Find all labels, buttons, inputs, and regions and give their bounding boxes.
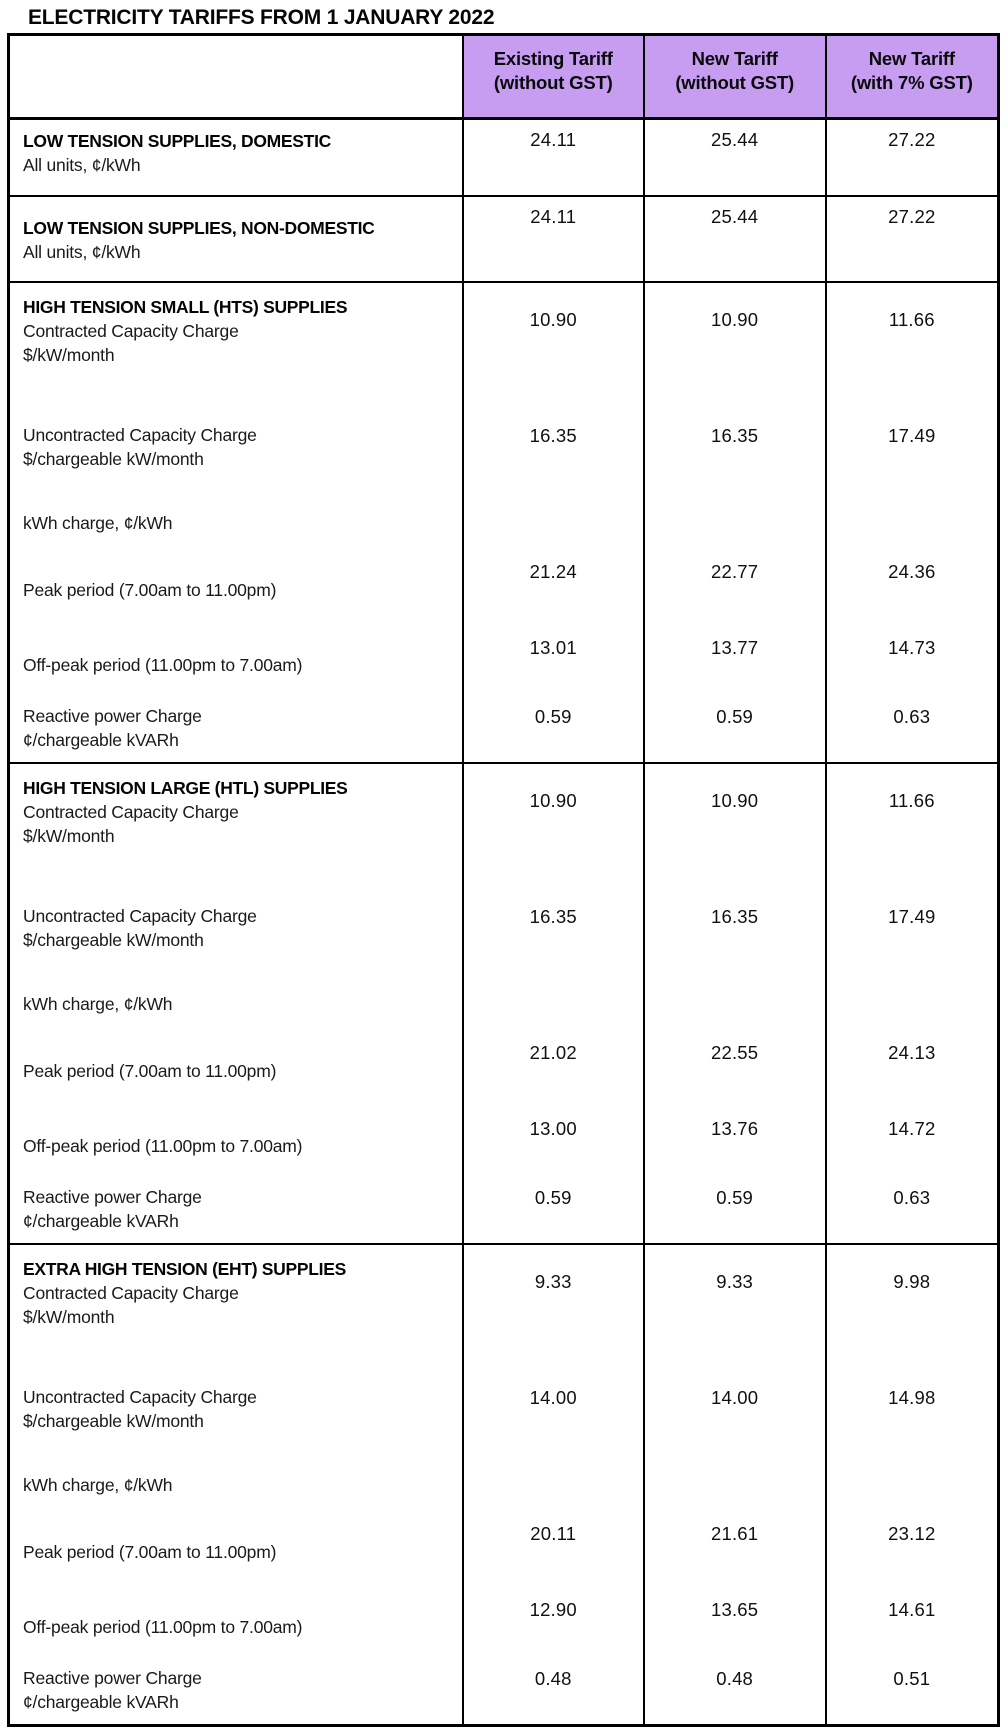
value-new-gst: 14.73	[826, 633, 999, 702]
row-label	[9, 1515, 463, 1595]
value-new-gst: 24.36	[826, 553, 999, 633]
value-existing: 24.11	[463, 196, 644, 282]
table-row-htl-peak	[9, 1034, 999, 1114]
header-line2: (without GST)	[675, 72, 794, 93]
value-new-gst	[826, 984, 999, 1034]
tariff-table	[7, 33, 1000, 1727]
value-new: 0.59	[644, 702, 826, 763]
value-existing	[463, 984, 644, 1034]
value-existing: 10.90	[463, 282, 644, 413]
value-new: 10.90	[644, 282, 826, 413]
table-row-eht-kwh-charge	[9, 1465, 999, 1515]
value-new: 21.61	[644, 1515, 826, 1595]
row-label	[9, 1114, 463, 1183]
label-line: Off-peak period (11.00pm to 7.00am)	[23, 655, 303, 675]
value-new-gst: 14.61	[826, 1595, 999, 1664]
value-existing: 13.00	[463, 1114, 644, 1183]
value-existing: 16.35	[463, 413, 644, 503]
label-line: $/kW/month	[23, 345, 115, 365]
label-line: $/chargeable kW/month	[23, 930, 204, 950]
value-new-gst: 14.98	[826, 1375, 999, 1465]
page-title: ELECTRICITY TARIFFS FROM 1 JANUARY 2022	[28, 6, 495, 29]
value-new	[644, 1465, 826, 1515]
value-existing	[463, 1465, 644, 1515]
header-line1: New Tariff	[691, 48, 778, 69]
value-new: 14.00	[644, 1375, 826, 1465]
label-line: kWh charge, ¢/kWh	[23, 994, 173, 1014]
label-line: Off-peak period (11.00pm to 7.00am)	[23, 1136, 303, 1156]
value-existing: 13.01	[463, 633, 644, 702]
table-row-eht-peak	[9, 1515, 999, 1595]
label-line: ¢/chargeable kVARh	[23, 730, 179, 750]
row-label	[9, 553, 463, 633]
value-existing	[463, 503, 644, 553]
row-label	[9, 702, 463, 763]
value-existing: 0.59	[463, 1183, 644, 1244]
row-label	[9, 282, 463, 413]
value-existing: 12.90	[463, 1595, 644, 1664]
header-cell-existing-tariff	[463, 35, 644, 119]
label-line: Peak period (7.00am to 11.00pm)	[23, 580, 277, 600]
value-existing: 14.00	[463, 1375, 644, 1465]
row-label	[9, 119, 463, 197]
label-line: Uncontracted Capacity Charge	[23, 1387, 257, 1407]
value-new: 10.90	[644, 763, 826, 894]
value-existing: 20.11	[463, 1515, 644, 1595]
value-new-gst: 23.12	[826, 1515, 999, 1595]
row-label	[9, 1664, 463, 1726]
value-existing: 0.48	[463, 1664, 644, 1726]
value-new-gst: 9.98	[826, 1244, 999, 1375]
value-new-gst: 27.22	[826, 119, 999, 197]
table-row-htl-uncontracted	[9, 894, 999, 984]
value-new: 0.48	[644, 1664, 826, 1726]
value-existing: 0.59	[463, 702, 644, 763]
value-new: 13.77	[644, 633, 826, 702]
header-line1: Existing Tariff	[493, 48, 613, 69]
label-title: LOW TENSION SUPPLIES, DOMESTIC	[23, 131, 331, 151]
row-label	[9, 894, 463, 984]
label-line: ¢/chargeable kVARh	[23, 1692, 179, 1712]
row-label	[9, 413, 463, 503]
label-title: HIGH TENSION LARGE (HTL) SUPPLIES	[23, 778, 348, 798]
label-line: $/kW/month	[23, 1307, 115, 1327]
value-new-gst	[826, 503, 999, 553]
label-title: EXTRA HIGH TENSION (EHT) SUPPLIES	[23, 1259, 346, 1279]
value-existing: 24.11	[463, 119, 644, 197]
row-label	[9, 196, 463, 282]
label-line: Reactive power Charge	[23, 1668, 202, 1688]
table-row-hts-uncontracted	[9, 413, 999, 503]
label-line: ¢/chargeable kVARh	[23, 1211, 179, 1231]
value-new: 0.59	[644, 1183, 826, 1244]
header-cell-new-tariff-gst	[826, 35, 999, 119]
row-label	[9, 984, 463, 1034]
table-row-eht-uncontracted	[9, 1375, 999, 1465]
label-title: HIGH TENSION SMALL (HTS) SUPPLIES	[23, 297, 348, 317]
label-line: Peak period (7.00am to 11.00pm)	[23, 1542, 277, 1562]
value-new-gst: 11.66	[826, 282, 999, 413]
value-new: 22.77	[644, 553, 826, 633]
row-label	[9, 1465, 463, 1515]
value-new: 25.44	[644, 196, 826, 282]
label-line: Uncontracted Capacity Charge	[23, 425, 257, 445]
table-row-eht-offpeak	[9, 1595, 999, 1664]
value-new-gst: 0.63	[826, 1183, 999, 1244]
value-existing: 10.90	[463, 763, 644, 894]
label-line: $/chargeable kW/month	[23, 1411, 204, 1431]
label-line: All units, ¢/kWh	[23, 242, 141, 262]
corner-cell	[9, 35, 463, 119]
header-row	[9, 35, 999, 119]
value-new: 13.76	[644, 1114, 826, 1183]
value-existing: 9.33	[463, 1244, 644, 1375]
value-new	[644, 984, 826, 1034]
table-row-htl-contracted	[9, 763, 999, 894]
label-line: Peak period (7.00am to 11.00pm)	[23, 1061, 277, 1081]
header-line1: New Tariff	[868, 48, 955, 69]
row-label	[9, 633, 463, 702]
label-line: Contracted Capacity Charge	[23, 802, 239, 822]
row-label	[9, 763, 463, 894]
label-line: All units, ¢/kWh	[23, 155, 141, 175]
table-row-htl-offpeak	[9, 1114, 999, 1183]
value-new-gst: 17.49	[826, 413, 999, 503]
value-existing: 16.35	[463, 894, 644, 984]
table-row-hts-reactive	[9, 702, 999, 763]
row-label	[9, 1034, 463, 1114]
label-line: Reactive power Charge	[23, 1187, 202, 1207]
label-line: $/kW/month	[23, 826, 115, 846]
value-new: 9.33	[644, 1244, 826, 1375]
header-cell-new-tariff	[644, 35, 826, 119]
row-label	[9, 1244, 463, 1375]
value-new-gst: 11.66	[826, 763, 999, 894]
table-row-hts-offpeak	[9, 633, 999, 702]
table-row-eht-contracted	[9, 1244, 999, 1375]
row-label	[9, 1595, 463, 1664]
value-new: 25.44	[644, 119, 826, 197]
value-new-gst: 17.49	[826, 894, 999, 984]
row-label	[9, 1183, 463, 1244]
label-line: kWh charge, ¢/kWh	[23, 513, 173, 533]
label-line: Contracted Capacity Charge	[23, 1283, 239, 1303]
table-row-hts-peak	[9, 553, 999, 633]
value-new-gst: 14.72	[826, 1114, 999, 1183]
value-new-gst: 0.63	[826, 702, 999, 763]
value-new-gst: 0.51	[826, 1664, 999, 1726]
table-row-lt-domestic	[9, 119, 999, 197]
value-new: 22.55	[644, 1034, 826, 1114]
value-new-gst: 24.13	[826, 1034, 999, 1114]
value-new-gst: 27.22	[826, 196, 999, 282]
value-existing: 21.24	[463, 553, 644, 633]
value-new-gst	[826, 1465, 999, 1515]
label-line: Reactive power Charge	[23, 706, 202, 726]
label-line: Uncontracted Capacity Charge	[23, 906, 257, 926]
label-line: Contracted Capacity Charge	[23, 321, 239, 341]
label-line: kWh charge, ¢/kWh	[23, 1475, 173, 1495]
table-row-hts-kwh-charge	[9, 503, 999, 553]
table-row-lt-non-domestic	[9, 196, 999, 282]
table-row-htl-reactive	[9, 1183, 999, 1244]
label-line: $/chargeable kW/month	[23, 449, 204, 469]
table-row-eht-reactive	[9, 1664, 999, 1726]
value-new: 16.35	[644, 894, 826, 984]
value-existing: 21.02	[463, 1034, 644, 1114]
header-line2: (without GST)	[493, 72, 613, 93]
value-new: 13.65	[644, 1595, 826, 1664]
label-title: LOW TENSION SUPPLIES, NON-DOMESTIC	[23, 218, 375, 238]
row-label	[9, 1375, 463, 1465]
header-line2: (with 7% GST)	[850, 72, 973, 93]
value-new: 16.35	[644, 413, 826, 503]
label-line: Off-peak period (11.00pm to 7.00am)	[23, 1617, 303, 1637]
table-row-hts-contracted	[9, 282, 999, 413]
row-label	[9, 503, 463, 553]
table-row-htl-kwh-charge	[9, 984, 999, 1034]
value-new	[644, 503, 826, 553]
